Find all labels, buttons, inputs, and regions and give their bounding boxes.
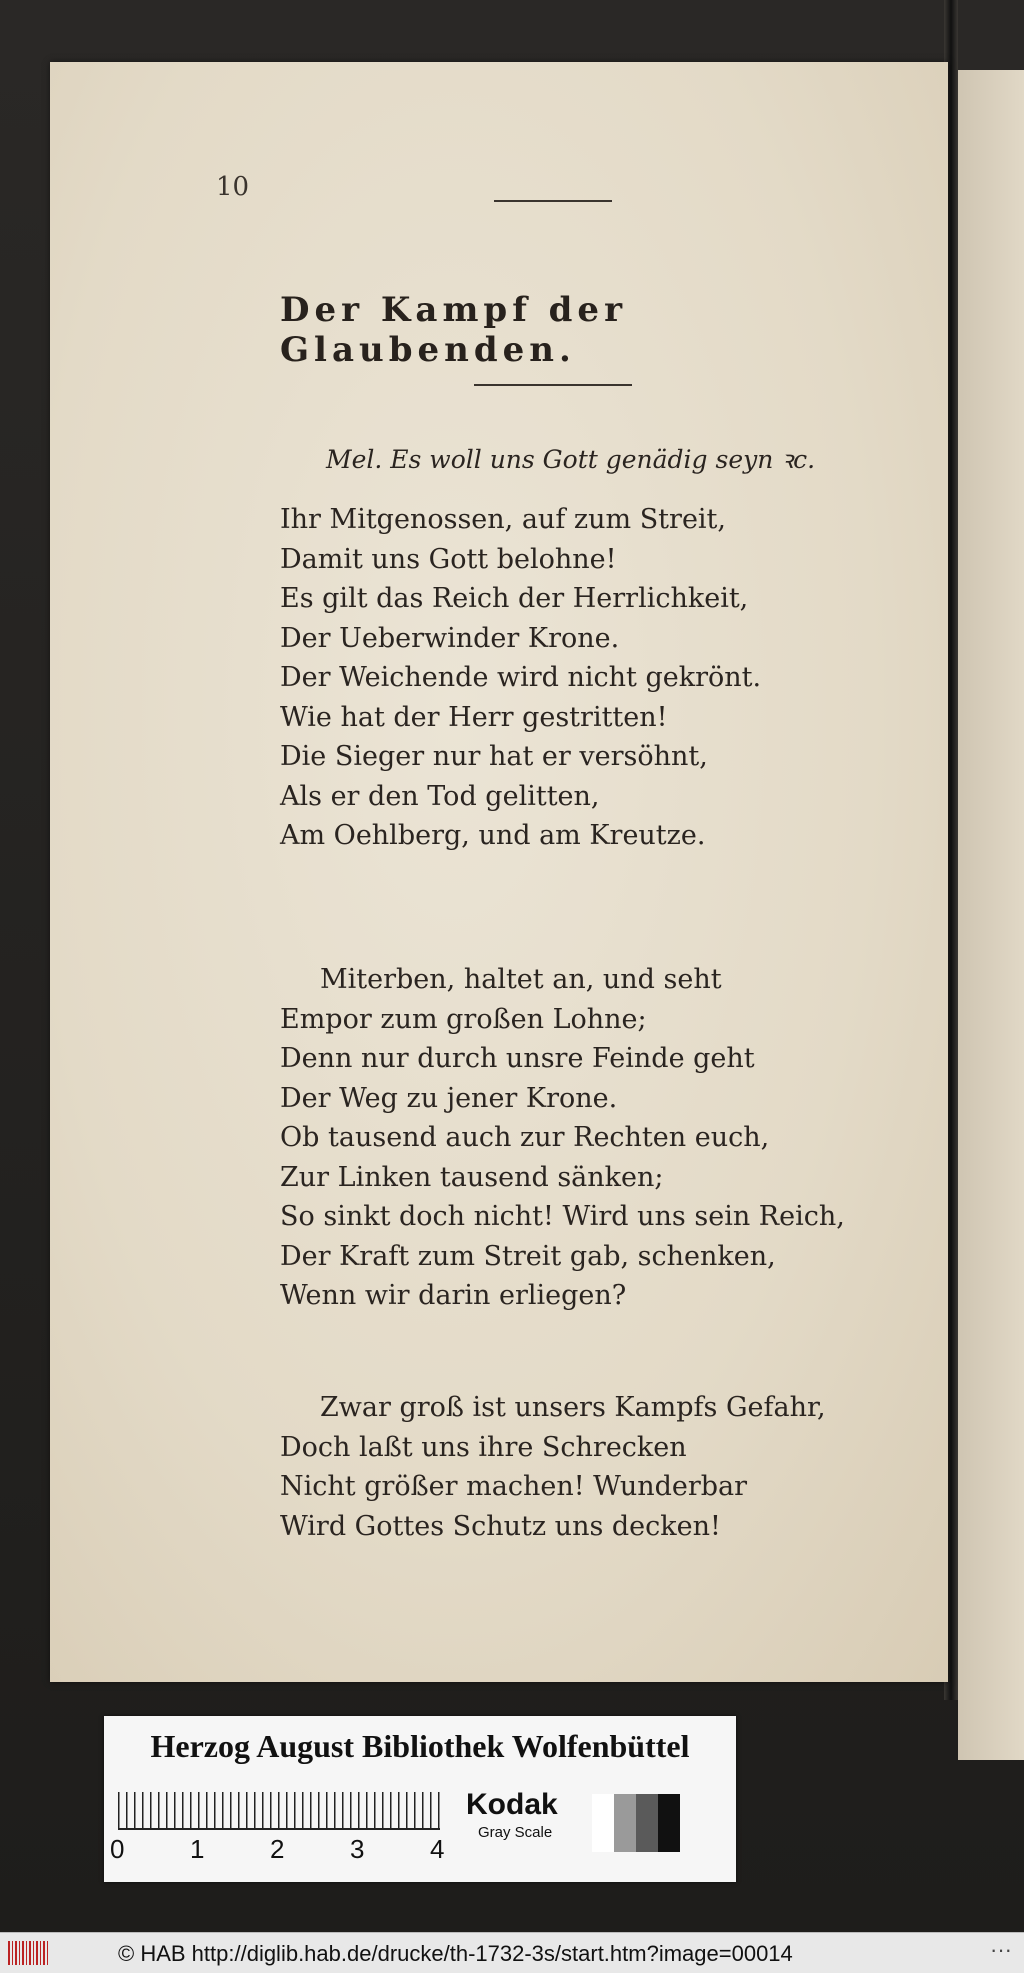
stanza-2 xyxy=(280,960,845,1316)
gray-scale-label: Gray Scale xyxy=(478,1824,553,1841)
verse-line: Wenn wir darin erliegen? xyxy=(280,1280,627,1311)
ruler-number: 4 xyxy=(430,1834,445,1864)
barcode-icon xyxy=(8,1941,48,1965)
verse-line: Ob tausend auch zur Rechten euch, xyxy=(280,1122,770,1153)
gray-patches xyxy=(592,1794,680,1852)
verse-line: So sinkt doch nicht! Wird uns sein Reich, xyxy=(280,1201,845,1232)
verse-line: Am Oehlberg, und am Kreutze. xyxy=(280,820,706,851)
status-bar xyxy=(0,1932,1024,1973)
verse-line: Der Weg zu jener Krone. xyxy=(280,1082,618,1114)
title-rule xyxy=(474,384,632,386)
page-number: 10 xyxy=(216,172,250,202)
ruler-ticks xyxy=(118,1792,440,1830)
verse-line: Zwar groß ist unsers Kampfs Gefahr, xyxy=(320,1392,826,1423)
verse-line: Zur Linken tausend sänken; xyxy=(280,1161,664,1193)
stanza-3 xyxy=(280,1388,826,1546)
verse-line: Die Sieger nur hat er versöhnt, xyxy=(280,741,708,772)
stanza-1 xyxy=(280,500,761,856)
verse-line: Doch laßt uns ihre Schrecken xyxy=(280,1431,687,1463)
ruler-number: 3 xyxy=(350,1834,365,1864)
verse-line: Wie hat der Herr gestritten! xyxy=(280,701,668,733)
verse-line: Damit uns Gott belohne! xyxy=(280,543,617,575)
copyright-url[interactable]: © HAB http://diglib.hab.de/drucke/th-1732-3s/start.htm?image=00014 xyxy=(118,1941,793,1966)
kodak-logo: Kodak xyxy=(466,1788,558,1821)
melody-line: Mel. Es woll uns Gott genädig seyn ꝛc. xyxy=(326,445,816,474)
verse-line: Der Ueberwinder Krone. xyxy=(280,622,620,654)
gray-patch xyxy=(614,1794,636,1852)
verse-line: Denn nur durch unsre Feinde geht xyxy=(280,1043,755,1074)
more-icon[interactable]: ··· xyxy=(990,1937,1012,1962)
verse-line: Wird Gottes Schutz uns decken! xyxy=(280,1510,721,1542)
color-reference-card xyxy=(104,1716,736,1882)
gray-patch xyxy=(658,1794,680,1852)
ruler-number: 0 xyxy=(110,1834,125,1864)
gray-patch xyxy=(636,1794,658,1852)
verse-line: Nicht größer machen! Wunderbar xyxy=(280,1471,748,1502)
ruler-number: 1 xyxy=(190,1834,205,1864)
verse-line: Der Weichende wird nicht gekrönt. xyxy=(280,662,762,693)
next-page-edge xyxy=(958,70,1024,1760)
verse-line: Als er den Tod gelitten, xyxy=(280,780,600,812)
ruler-number: 2 xyxy=(270,1834,285,1864)
gray-patch xyxy=(592,1794,614,1852)
verse-line: Es gilt das Reich der Herrlichkeit, xyxy=(280,583,749,614)
library-name: Herzog August Bibliothek Wolfenbüttel xyxy=(150,1728,690,1764)
top-rule xyxy=(494,200,612,202)
verse-line: Der Kraft zum Streit gab, schenken, xyxy=(280,1240,776,1272)
verse-line: Empor zum großen Lohne; xyxy=(280,1003,647,1035)
verse-line: Ihr Mitgenossen, auf zum Streit, xyxy=(280,504,726,535)
poem-title: Der Kampf der Glaubenden. xyxy=(280,290,627,370)
book-page xyxy=(50,62,948,1682)
ruler-numbers xyxy=(110,1834,510,1865)
verse-line: Miterben, haltet an, und seht xyxy=(320,964,722,995)
